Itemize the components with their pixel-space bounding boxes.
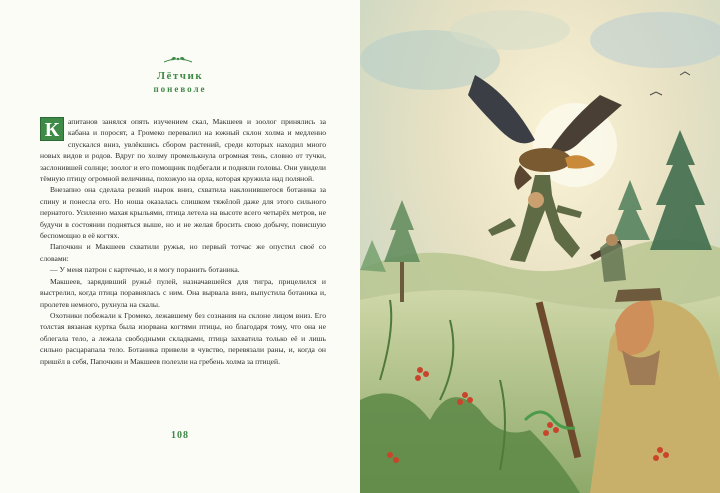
paragraph: Папочкин и Макшеев схватили ружья, но первый тотчас же опустил своё со словами: xyxy=(40,242,326,263)
paragraph: Макшеев, зарядивший ружьё пулей, назначавшейся для тигра, прицелился и выстрелил, когда птица поравнялась с ним. Она вырвала вниз, выпустила ботаника и, пролетев немного, рухнула на скалы. xyxy=(40,276,326,309)
paragraph: Внезапно она сделала резкий нырок вниз, схватила наклонившегося ботаника за спину и понесла его. Но ноша оказалась слишком тяжёлой даже для этого сильного пернатого. Усиленно махая крыльями, птица летела на высоте всего четырёх метров, не будучи в состоянии подняться выше, но и не желая бросить свою добычу, повисшую беспомощно в её когтях. xyxy=(40,185,326,241)
drop-cap: К xyxy=(40,117,64,141)
chapter-title: Лётчик xyxy=(156,70,204,82)
paragraph: — У меня патрон с картечью, и я могу поранить ботаника. xyxy=(50,265,240,275)
page-number: 108 xyxy=(171,430,189,441)
chapter-subtitle: поневоле xyxy=(153,84,207,94)
paragraph-text: апитанов занялся опять изучением скал, Макшеев и зоолог принялись за кабана и поросят, а Громеко перевалил на южный склон холма и медленно спускался вниз, увлёкшись сбором растений, среди которых находил много новых видов и родов. Вдруг по холму промелькнула огромная тень, словно от тучки, заслонившей солнце; зоолог и его помощник подбегали и подняли головы. Они увидели тёмную птицу огромной величины, похожую на орла, которая кружила над поляной. xyxy=(40,117,326,184)
eagle-carrying-botanist-illustration xyxy=(360,0,720,493)
paragraph: Охотники побежали к Громеко, лежавшему без сознания на склоне лицом вниз. Его толстая вязаная куртка была изорвана когтями птицы, но благодаря тому, что она не облегала тело, а лежала свободными складками, птица захватила только её и лишь сильно расцарапала тело. Ботаника привели в чувство, перевязали раны, и, когда он пришёл в себя, Папочкин и Макшеев полезли на гребень холма за птицей. xyxy=(40,310,326,366)
leaf-ornament-icon xyxy=(162,54,194,66)
chapter-text xyxy=(40,116,326,367)
illustration-page xyxy=(360,0,720,493)
paragraph xyxy=(40,116,326,184)
